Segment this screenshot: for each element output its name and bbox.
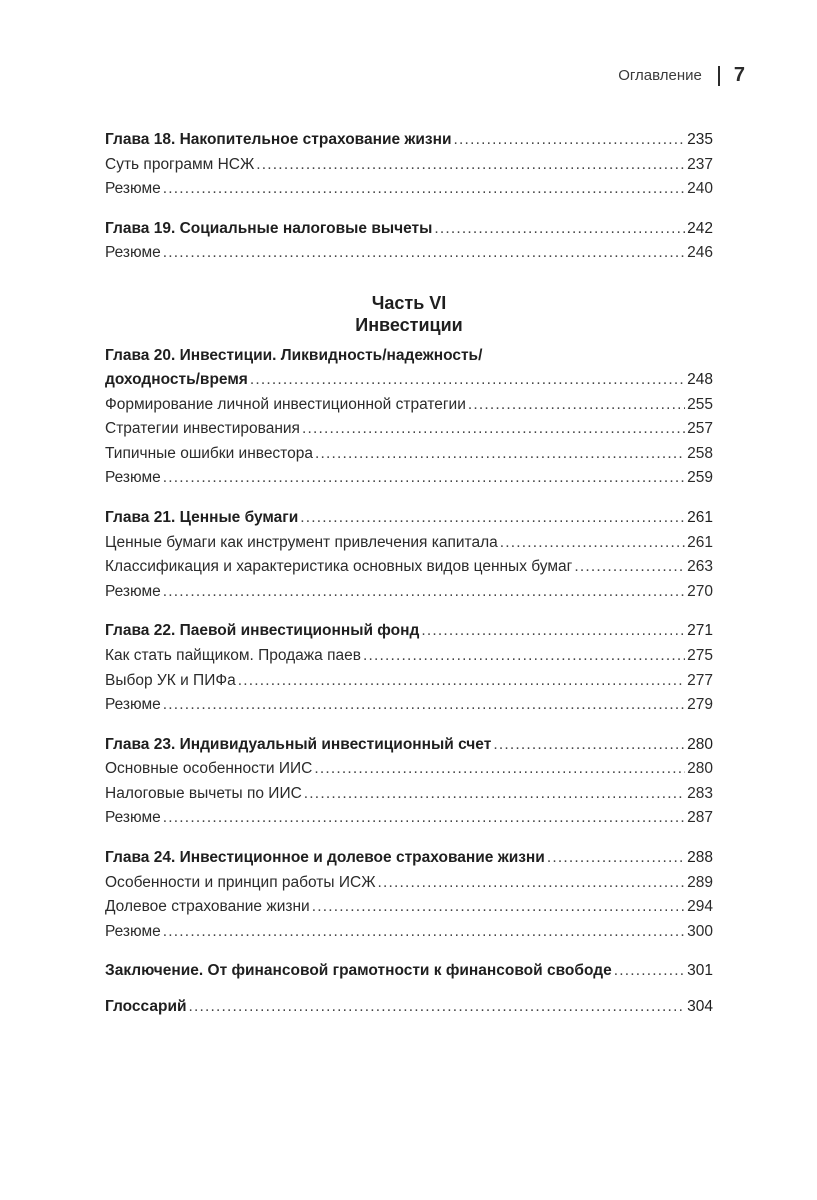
toc-entry[interactable]: [105, 128, 713, 153]
entry-page: 280: [687, 760, 713, 778]
toc-entry[interactable]: [105, 669, 713, 694]
entry-title: Типичные ошибки инвестора: [105, 444, 313, 462]
entry-title: Налоговые вычеты по ИИС: [105, 784, 302, 802]
dot-leader: [163, 580, 685, 605]
entry-title: Ценные бумаги как инструмент привлечения капитала: [105, 533, 498, 551]
entry-title: Резюме: [105, 180, 161, 198]
toc-group-chapter-24: [105, 846, 713, 944]
dot-leader: [189, 995, 686, 1020]
entry-page: 277: [687, 671, 713, 689]
toc-entry[interactable]: [105, 153, 713, 178]
entry-page: 237: [687, 155, 713, 173]
dot-leader: [434, 217, 685, 242]
dot-leader: [493, 733, 685, 758]
dot-leader: [304, 782, 685, 807]
dot-leader: [163, 177, 685, 202]
toc-entry[interactable]: [105, 368, 713, 393]
dot-leader: [238, 669, 685, 694]
toc-group-chapter-22: [105, 619, 713, 717]
entry-title: Резюме: [105, 696, 161, 714]
entry-title: Суть программ НСЖ: [105, 155, 255, 173]
dot-leader: [500, 531, 685, 556]
toc-entry[interactable]: [105, 417, 713, 442]
dot-leader: [302, 417, 685, 442]
toc-entry[interactable]: [105, 846, 713, 871]
entry-page: 288: [687, 849, 713, 867]
toc-entry[interactable]: [105, 531, 713, 556]
entry-title: Выбор УК и ПИФа: [105, 671, 236, 689]
entry-page: 235: [687, 131, 713, 148]
dot-leader: [363, 644, 685, 669]
dot-leader: [421, 619, 685, 644]
entry-title: Особенности и принцип работы ИСЖ: [105, 873, 376, 891]
toc-entry[interactable]: [105, 757, 713, 782]
dot-leader: [547, 846, 685, 871]
running-head: [618, 64, 745, 87]
toc-group-chapter-18: [105, 128, 713, 202]
entry-page: 304: [687, 998, 713, 1016]
entry-page: 270: [687, 582, 713, 600]
entry-page: 280: [687, 735, 713, 753]
dot-leader: [312, 895, 685, 920]
entry-title: доходность/время: [105, 370, 248, 388]
entry-title: Классификация и характеристика основных видов ценных бумаг: [105, 558, 573, 576]
entry-page: 283: [687, 784, 713, 802]
entry-title: Долевое страхование жизни: [105, 898, 310, 916]
entry-title: Заключение. От финансовой грамотности к финансовой свободе: [105, 962, 612, 980]
entry-page: 261: [687, 533, 713, 551]
toc-entry[interactable]: [105, 782, 713, 807]
dot-leader: [378, 871, 686, 896]
header-divider: [718, 66, 720, 86]
toc-group-glossary: [105, 995, 713, 1020]
toc-entry[interactable]: [105, 217, 713, 242]
dot-leader: [315, 442, 685, 467]
entry-page: 242: [687, 219, 713, 237]
dot-leader: [250, 368, 685, 393]
toc-entry[interactable]: [105, 241, 713, 266]
dot-leader: [163, 806, 685, 831]
toc-entry[interactable]: [105, 619, 713, 644]
toc-entry[interactable]: [105, 466, 713, 491]
toc-entry[interactable]: [105, 393, 713, 418]
entry-page: 289: [687, 873, 713, 891]
dot-leader: [614, 959, 685, 984]
entry-page: 258: [687, 444, 713, 462]
toc-entry[interactable]: [105, 555, 713, 580]
entry-title: Резюме: [105, 244, 161, 262]
toc-entry[interactable]: [105, 442, 713, 467]
entry-title: Глава 20. Инвестиции. Ликвидность/надежность/: [105, 346, 483, 364]
entry-title: Глава 24. Инвестиционное и долевое страхование жизни: [105, 849, 545, 867]
entry-title: Глава 21. Ценные бумаги: [105, 508, 299, 526]
toc-group-chapter-21: [105, 506, 713, 604]
entry-page: 248: [687, 370, 713, 388]
entry-page: 255: [687, 395, 713, 413]
entry-page: 240: [687, 180, 713, 198]
entry-title: Глава 19. Социальные налоговые вычеты: [105, 219, 433, 237]
entry-page: 287: [687, 809, 713, 827]
entry-page: 263: [687, 558, 713, 576]
entry-page: 275: [687, 646, 713, 664]
entry-page: 301: [687, 962, 713, 980]
toc-group-conclusion: [105, 959, 713, 984]
toc-entry[interactable]: [105, 871, 713, 896]
entry-page: 246: [687, 244, 713, 262]
entry-page: 279: [687, 696, 713, 714]
running-title: Оглавление: [618, 67, 702, 84]
entry-page: 294: [687, 898, 713, 916]
dot-leader: [163, 466, 685, 491]
dot-leader: [314, 757, 685, 782]
part-heading: [105, 292, 713, 336]
toc-entry[interactable]: [105, 693, 713, 718]
entry-title: Резюме: [105, 809, 161, 827]
entry-title: Глава 23. Индивидуальный инвестиционный счет: [105, 735, 492, 753]
toc-entry[interactable]: [105, 895, 713, 920]
part-title: Инвестиции: [355, 314, 463, 335]
page-number: 7: [733, 64, 745, 86]
entry-title: Глава 18. Накопительное страхование жизни: [105, 131, 452, 148]
toc-entry[interactable]: [105, 806, 713, 831]
part-number: Часть VI: [371, 292, 447, 313]
dot-leader: [574, 555, 685, 580]
toc-entry[interactable]: [105, 506, 713, 531]
toc-entry[interactable]: [105, 644, 713, 669]
dot-leader: [163, 241, 685, 266]
entry-title: Глоссарий: [105, 998, 187, 1016]
entry-title: Основные особенности ИИС: [105, 760, 313, 778]
toc-entry[interactable]: [105, 920, 713, 945]
toc-entry[interactable]: [105, 177, 713, 202]
entry-title: Резюме: [105, 922, 161, 940]
entry-title: Глава 22. Паевой инвестиционный фонд: [105, 622, 420, 640]
toc-entry[interactable]: [105, 580, 713, 605]
dot-leader: [300, 506, 685, 531]
toc-entry[interactable]: [105, 733, 713, 758]
dot-leader: [468, 393, 685, 418]
toc-group-chapter-23: [105, 733, 713, 831]
toc-group-chapter-19: [105, 217, 713, 266]
entry-title: Как стать пайщиком. Продажа паев: [105, 646, 361, 664]
toc-entry-line[interactable]: [105, 344, 713, 368]
entry-page: 261: [687, 508, 713, 526]
entry-title: Формирование личной инвестиционной стратегии: [105, 395, 466, 413]
entry-page: 257: [687, 420, 713, 438]
toc-entry[interactable]: [105, 995, 713, 1020]
dot-leader: [163, 693, 685, 718]
dot-leader: [163, 920, 685, 945]
entry-title: Стратегии инвестирования: [105, 420, 300, 438]
toc-group-chapter-20: [105, 344, 713, 491]
dot-leader: [256, 153, 685, 178]
entry-page: 259: [687, 469, 713, 487]
entry-page: 271: [687, 622, 713, 640]
table-of-contents: [105, 128, 713, 1020]
entry-title: Резюме: [105, 582, 161, 600]
toc-entry[interactable]: [105, 959, 713, 984]
entry-title: Резюме: [105, 469, 161, 487]
entry-page: 300: [687, 922, 713, 940]
dot-leader: [454, 128, 686, 153]
